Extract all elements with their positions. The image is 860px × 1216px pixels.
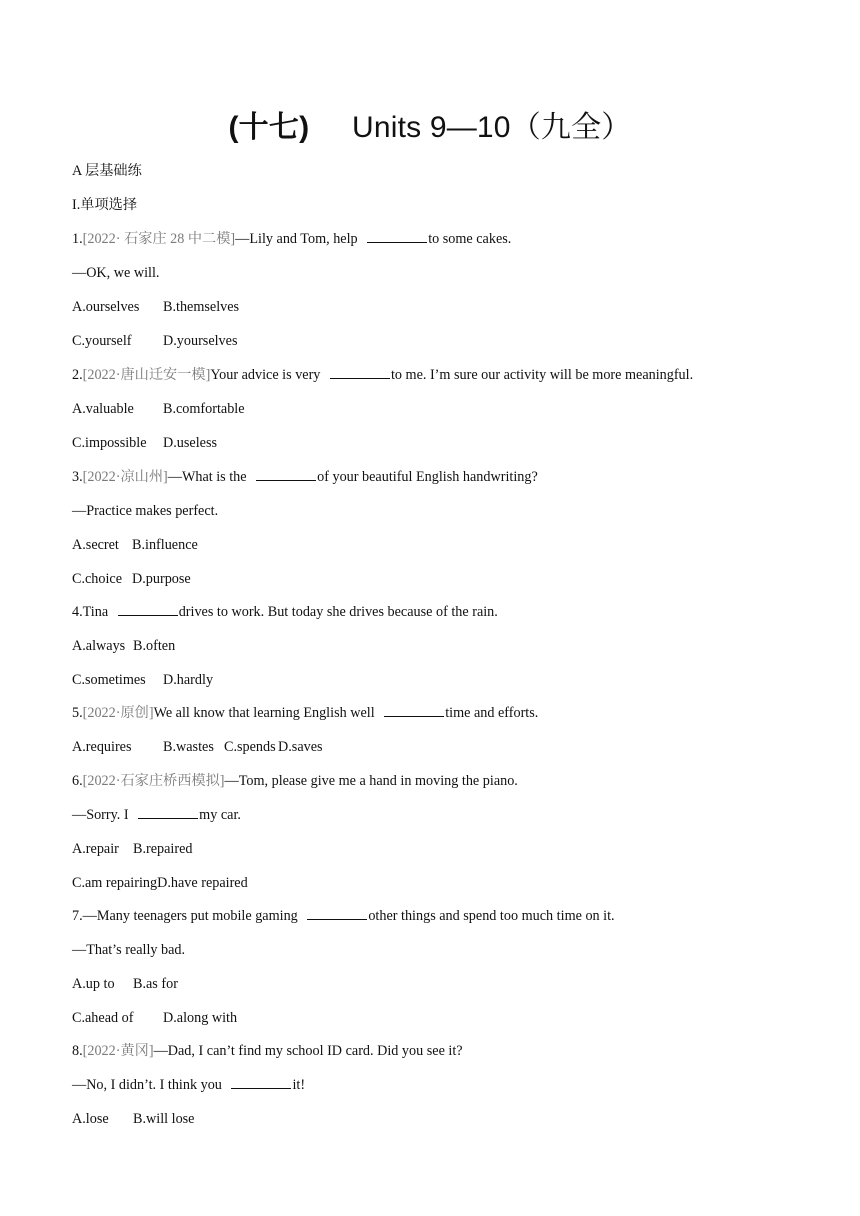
question-1-options-cd [72, 332, 237, 350]
question-stem: —What is the [167, 469, 251, 485]
question-6-options-cd [72, 874, 248, 892]
option-a: A.up to [72, 976, 115, 992]
option-b: B.as for [133, 976, 178, 992]
answer-blank [384, 704, 444, 717]
reply-text-end: my car. [199, 807, 241, 823]
option-d: D.yourselves [163, 333, 238, 349]
question-3 [72, 468, 538, 486]
question-number: 7. [72, 908, 83, 924]
question-2-options-ab [72, 400, 245, 418]
question-source: [2022· 石家庄 28 中二模] [82, 231, 236, 247]
answer-blank [256, 468, 316, 481]
question-stem: —Dad, I can’t find my school ID card. Did you see it? [153, 1043, 463, 1059]
option-b: B.repaired [133, 841, 193, 857]
page-title [0, 102, 860, 146]
option-c: C.ahead of [72, 1010, 134, 1026]
option-a: A.valuable [72, 401, 134, 417]
option-c: C.am repairing [72, 875, 158, 891]
question-4 [72, 603, 498, 621]
question-7-reply: —That’s really bad. [72, 942, 186, 958]
option-c: C.yourself [72, 333, 132, 349]
question-stem: —Tom, please give me a hand in moving the piano. [224, 773, 518, 789]
question-2-options-cd [72, 434, 217, 452]
reply-text: —Sorry. I [72, 807, 133, 823]
option-a: A.secret [72, 537, 119, 553]
question-number: 3. [72, 469, 83, 485]
option-c: C.spends [224, 739, 276, 755]
question-source: [2022·黄冈] [82, 1043, 154, 1059]
section-heading: A 层基础练 [72, 163, 142, 179]
question-5 [72, 704, 538, 722]
question-7 [72, 907, 615, 925]
question-stem: —Lily and Tom, help [235, 231, 362, 247]
question-number: 6. [72, 773, 83, 789]
option-a: A.requires [72, 739, 132, 755]
answer-blank [231, 1076, 291, 1089]
option-a: A.always [72, 638, 126, 654]
question-8-options-ab [72, 1110, 194, 1128]
question-source: [2022·唐山迁安一模] [82, 367, 211, 383]
question-number: 2. [72, 367, 83, 383]
question-stem-end: of your beautiful English handwriting? [317, 469, 538, 485]
question-number: 4. [72, 604, 83, 620]
option-d: D.useless [163, 435, 217, 451]
question-2 [72, 366, 693, 384]
question-stem-end: drives to work. But today she drives because of the rain. [178, 604, 498, 620]
question-stem-end: to some cakes. [428, 231, 512, 247]
option-d: D.purpose [132, 571, 191, 587]
question-3-options-ab [72, 536, 198, 554]
option-d: D.hardly [163, 672, 214, 688]
option-d: D.have repaired [157, 875, 248, 891]
question-stem-end: time and efforts. [445, 705, 539, 721]
option-d: D.saves [278, 739, 323, 755]
question-source: [2022·石家庄桥西模拟] [82, 773, 225, 789]
question-stem-end: other things and spend too much time on it. [368, 908, 615, 924]
question-number: 8. [72, 1043, 83, 1059]
answer-blank [367, 230, 427, 243]
question-stem: Tina [82, 604, 112, 620]
question-8-reply [72, 1076, 305, 1094]
question-stem: —Many teenagers put mobile gaming [82, 908, 302, 924]
option-b: B.wastes [163, 739, 214, 755]
question-7-options-ab [72, 975, 178, 993]
question-source: [2022·凉山州] [82, 469, 168, 485]
title-number: (十七) [228, 111, 310, 144]
answer-blank [307, 907, 367, 920]
question-stem: Your advice is very [210, 367, 324, 383]
question-6 [72, 772, 518, 790]
part-heading: I.单项选择 [72, 197, 138, 213]
reply-text-end: it! [292, 1077, 306, 1093]
question-number: 5. [72, 705, 83, 721]
reply-text: —No, I didn’t. I think you [72, 1077, 226, 1093]
question-8 [72, 1042, 463, 1060]
option-b: B.comfortable [163, 401, 245, 417]
question-5-options [72, 738, 323, 756]
option-d: D.along with [163, 1010, 238, 1026]
question-7-options-cd [72, 1009, 237, 1027]
question-number: 1. [72, 231, 83, 247]
question-3-options-cd [72, 570, 191, 588]
question-6-reply [72, 806, 241, 824]
option-c: C.choice [72, 571, 123, 587]
question-3-reply: —Practice makes perfect. [72, 503, 219, 519]
title-text: Units 9—10（九全） [351, 111, 632, 144]
question-4-options-cd [72, 671, 213, 689]
question-stem-end: to me. I’m sure our activity will be more meaningful. [390, 367, 694, 383]
option-a: A.lose [72, 1111, 109, 1127]
option-b: B.often [133, 638, 176, 654]
question-1-reply: —OK, we will. [72, 265, 160, 281]
answer-blank [330, 366, 390, 379]
question-1-options-ab [72, 298, 239, 316]
option-a: A.ourselves [72, 299, 140, 315]
option-b: B.will lose [133, 1111, 195, 1127]
answer-blank [138, 806, 198, 819]
question-4-options-ab [72, 637, 175, 655]
question-source: [2022·原创] [82, 705, 154, 721]
answer-blank [118, 603, 178, 616]
option-b: B.themselves [163, 299, 240, 315]
option-a: A.repair [72, 841, 119, 857]
option-b: B.influence [132, 537, 198, 553]
question-stem: We all know that learning English well [153, 705, 379, 721]
question-6-options-ab [72, 840, 192, 858]
question-1 [72, 230, 511, 248]
option-c: C.sometimes [72, 672, 146, 688]
option-c: C.impossible [72, 435, 147, 451]
